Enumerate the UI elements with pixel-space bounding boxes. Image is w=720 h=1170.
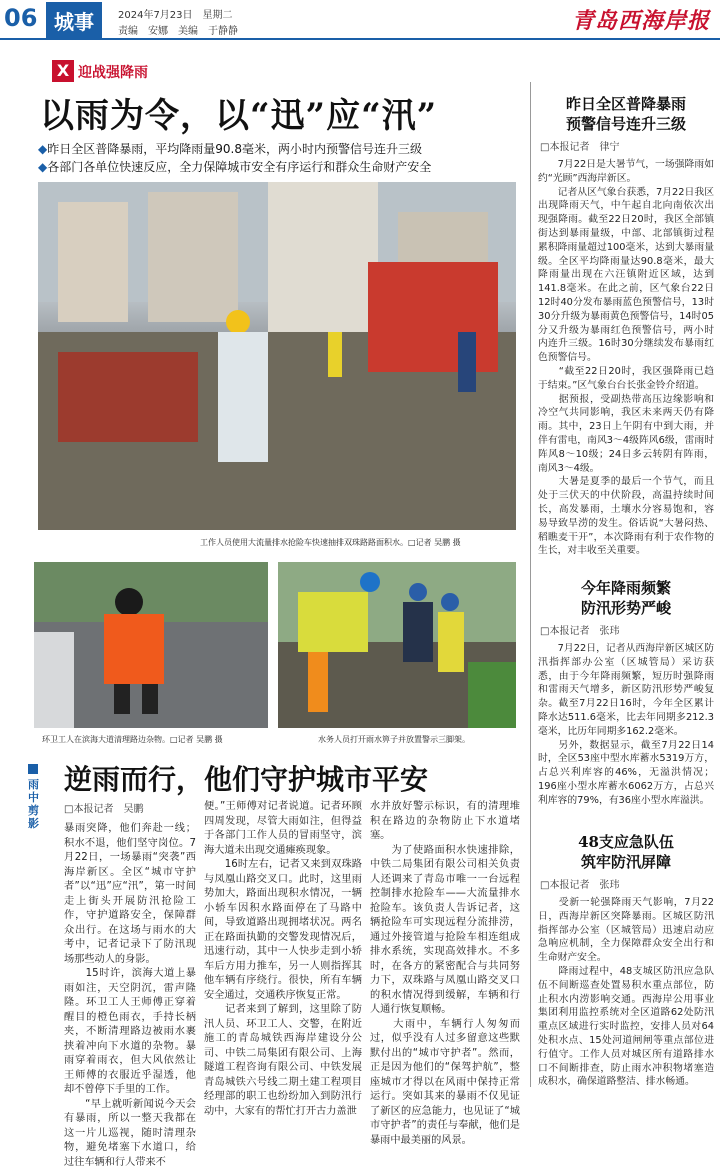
page-number: 06 [4, 4, 38, 32]
summary-text: 各部门各单位快速反应，全力保障城市安全有序运行和群众生命财产安全 [47, 160, 432, 174]
story-tag-label: 雨中剪影 [28, 778, 39, 830]
left-photo-caption: 环卫工人在滨海大道清理路边杂物。□记者 吴鹏 摄 [42, 735, 223, 744]
story-column-3: 水并放好警示标识，有的清理堆积在路边的杂物防止下水道堵塞。 为了使路面积水快速排除，中铁二局集团有限公司相关负责人还调来了青岛市唯一一台远程控制排水抢险车——大流量排水抢险车。该负责人告诉记者，这辆抢险车可实现远程分流排涝，通过外接管道与抢险车相连组成排水系统，实现高效排水。不多时，在各方的紧密配合与共同努力下，双珠路与凤凰山路交叉口的积水情况得到缓解，车辆和行人通行恢复顺畅。 大雨中，车辆行人匆匆而过，似乎没有人过多留意这些默默付出的“城市守护者”。然而，正是因为他们的“保驾护航”，整座城市才得以在风雨中保持正常运行。突如其来的暴雨不仅见证了新区的应急能力，也见证了“城市守护者”的责任与奉献，他们是暴雨中最美丽的风景。 [370, 801, 520, 1146]
page-header [0, 0, 720, 40]
main-photo-caption: 工作人员使用大流量排水抢险车快速抽排双珠路路面积水。□记者 吴鹏 摄 [200, 538, 461, 547]
story-byline: □本报记者 吴鹏 [64, 804, 144, 815]
banner-label: 迎战强降雨 [78, 65, 148, 81]
sidebar-text-2: 7月22日，记者从西海岸新区城区防汛指挥部办公室（区城管局）采访获悉，由于今年降雨频繁，短历时强降雨和雷雨天气增多，新区防汛形势严峻复杂。截至7月22日16时，今年全区累计降水达511.6毫米，比去年同期多212.3毫米，比历年同期多162.2毫米。 另外，数据显示，截至7月22日14时，全区53座中型水库蓄水5319万方，占总兴利库容的46%，无溢洪情况；196座小型水库蓄水6062万方，占总兴利库容的79%，有36座小型水库溢洪。 [538, 643, 714, 806]
x-icon: X [52, 60, 74, 82]
tag-square-icon [28, 764, 38, 774]
sanitation-worker-illustration [34, 562, 268, 728]
summary-text: 昨日全区普降暴雨，平均降雨量90.8毫米，两小时内预警信号连升三级 [47, 142, 422, 156]
sidebar-byline-1: □本报记者 律宁 [540, 142, 620, 153]
diamond-icon: ◆ [38, 160, 48, 174]
story-tag [28, 764, 42, 844]
diamond-icon: ◆ [38, 142, 48, 156]
section-name: 城事 [46, 2, 102, 39]
flood-scene-illustration [38, 182, 516, 530]
water-workers-illustration [278, 562, 516, 728]
story-headline: 逆雨而行，他们守护城市平安 [64, 763, 429, 796]
sidebar-text-3: 受新一轮强降雨天气影响，7月22日，西海岸新区突降暴雨。区城区防汛指挥部办公室（区城管局）迅速启动应急响应机制，全力保障群众安全出行和生命财产安全。 降雨过程中，48支城区防汛应急队伍不间断巡查处置易积水重点部位，防止积水内涝影响交通。西海岸公用事业集团利用监控系统对全区道路62处防汛重点区域进行实时监控，安排人员对64处积水点、15处河道闸闸等重点部位进行值守。工作人员对城区所有道路排水口不间断排查，防止雨水冲积物堵塞造成积水，确保道路整洁、排水畅通。 [538, 897, 714, 1088]
summary-line [38, 158, 528, 176]
sidebar-headline-3: 48支应急队伍 筑牢防汛屏障 [578, 833, 674, 871]
topic-banner [52, 60, 192, 82]
sidebar-headline-1: 昨日全区普降暴雨 预警信号连升三级 [565, 95, 686, 133]
story-column-1: 暴雨突降，他们奔赴一线；积水不退，他们坚守岗位。7月22日，一场暴雨“突袭”西海岸新区。全区“城市守护者”以“迅”应“汛”，第一时间走上街头开展防汛抢险工作，守护道路安全，保障群众出行。在这场与雨水的大考中，记者记录下了防汛现场那些动人的身影。 15时许，滨海大道上暴雨如注，天空阴沉，雷声隆隆。环卫工人王师傅正穿着醒目的橙色雨衣，手持长柄夹，不断清理路边被雨水裹挟着冲向下水道的杂物。暴雨穿着雨衣，但大风依然让王师傅的衣服近乎湿透，他却不曾停下手里的工作。 “早上就听新闻说今天会有暴雨，所以一整天我都在这一片儿巡视，随时清理杂物，避免堵塞下水道口，给过往车辆和行人带来不 [64, 823, 196, 1168]
right-photo [278, 562, 516, 728]
right-photo-caption: 水务人员打开雨水箅子并放置警示三脚架。 [318, 735, 470, 744]
column-divider [530, 82, 531, 1087]
left-photo [34, 562, 268, 728]
sidebar-byline-2: □本报记者 张玮 [540, 626, 620, 637]
headline-summary [38, 140, 528, 176]
main-headline: 以雨为令，以“迅”应“汛” [40, 96, 438, 136]
story-column-2: 便。”王师傅对记者说道。记者环顾四周发现，尽管大雨如注，但得益于各部门工作人员的冒雨坚守，滨海大道未出现交通瘫痪现象。 16时左右，记者又来到双珠路与凤凰山路交叉口。此时，这里雨势加大，路面出现积水情况，一辆小轿车因积水路面停在了马路中间，导致道路出现拥堵状况。两名正在路面执勤的交警发现情况后，迅速行动，其中一人快步走到小轿车后方用力推车，另一人则指挥其他车辆有序绕行。很快，所有车辆安全通过，交通秩序恢复正常。 记者来到了解到，这里除了防汛人员、环卫工人、交警，在附近施工的青岛城铁西海岸建设分公司、中铁二局集团有限公司、上海隧道工程咨询有限公司、中铁发展青岛城铁六号线二期土建工程项目经理部的职工也纷纷加入到防汛行动中，大家有的帮忙打开古力盖泄 [204, 801, 362, 1117]
sidebar-headline-2: 今年降雨频繁 防汛形势严峻 [580, 579, 671, 617]
newspaper-masthead: 青岛西海岸报 [571, 8, 710, 34]
sidebar-text-1: 7月22日是大暑节气，一场强降雨如约“光顾”西海岸新区。 记者从区气象台获悉，7月22日我区出现降雨天气，中午起自北向南依次出现强降雨。截至22日20时，我区全部镇街达到暴雨量级，中部、北部镇街过程累积降雨量超过100毫米，达到大暴雨量级。全区平均降雨量达90.8毫米，最大降雨量出现在六汪镇附近区域，达到141.8毫米。在此之前，区气象台22日12时40分发布暴雨蓝色预警信号，13时30分升级为暴雨黄色预警信号，14时05分又升级为暴雨红色预警信号，两小时内连升三级。16时30分继续发布暴雨红色预警信号。 “截至22日20时，我区强降雨已趋于结束。”区气象台台长张金铃介绍道。 据预报，受副热带高压边缘影响和冷空气共同影响，我区未来两天仍有降雨。其中，23日上午阴有中到大雨，并伴有雷电，南风3～4级阵风6级，雷雨时阵风8～10级；24日多云转阴有阵雨，南风3～4级。 大暑是夏季的最后一个节气，而且处于三伏天的中伏阶段，高温持续时间长，高发暴雨，土壤水分容易饱和，容易导致旱涝的发生。俗话说“大暑闷热、稻瞧麦干开”，本次降雨有利于农作物的生长，对丰收至关重要。 [538, 159, 714, 557]
editors-line: 责编 安娜 美编 于静静 [118, 26, 238, 37]
issue-date: 2024年7月23日 星期二 [118, 10, 233, 21]
main-photo [38, 182, 516, 530]
sidebar-byline-3: □本报记者 张玮 [540, 880, 620, 891]
summary-line [38, 140, 528, 158]
